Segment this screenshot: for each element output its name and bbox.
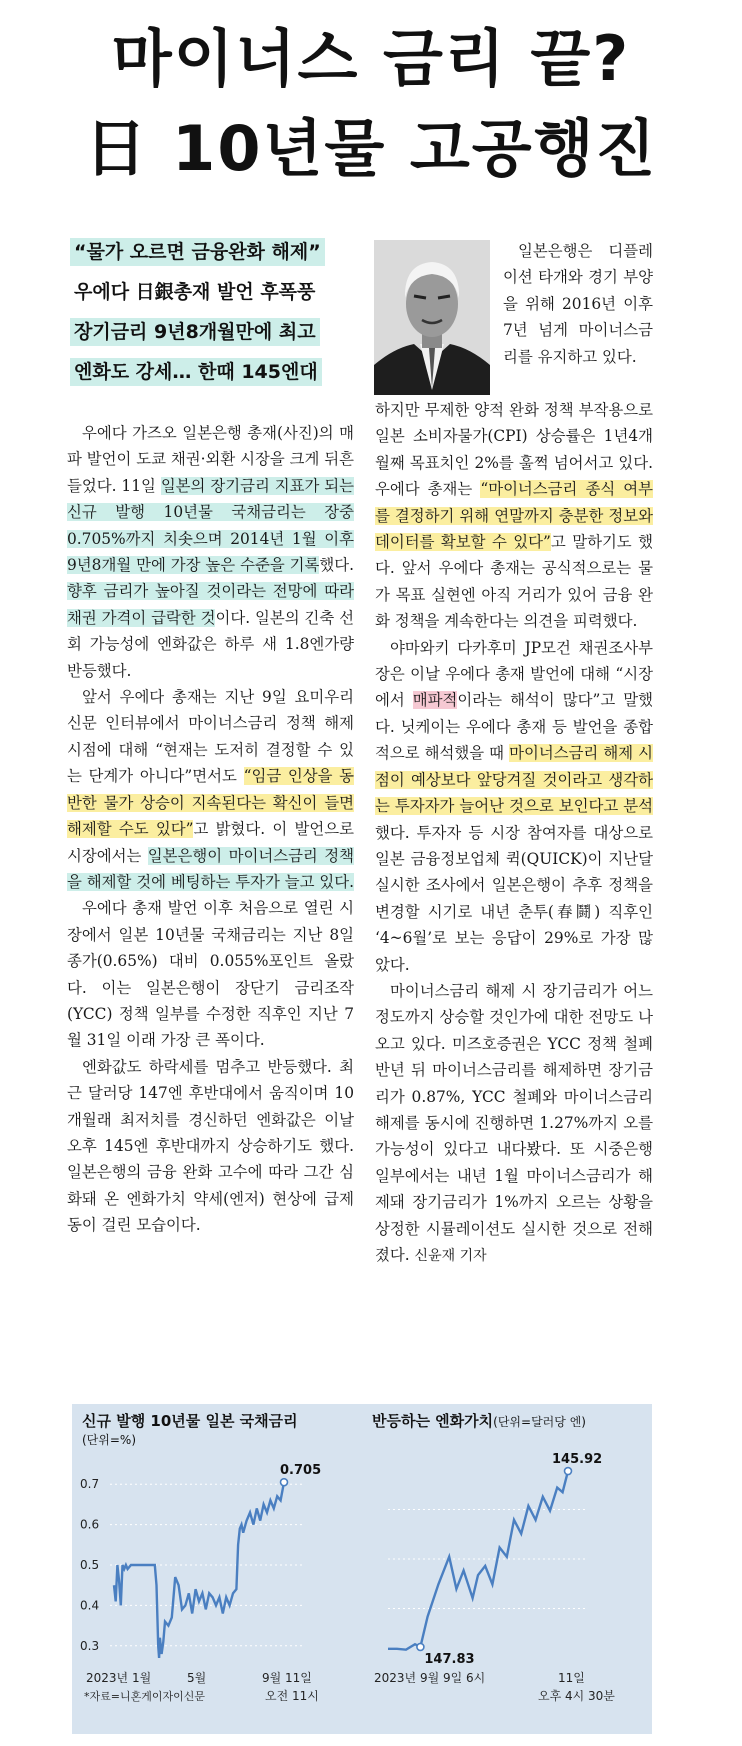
text-left-1c: 했다.	[319, 556, 354, 575]
highlight-left-1b: 일본의 장기금리 지표가 되는 신규 발행 10년물 국채금리는 장중 0.705%까지 치솟으며 2014년 1월 이후 9년8개월 만에 가장 높은 수준을 기록	[67, 476, 355, 575]
chart1-end-point	[281, 1479, 288, 1486]
text-right-2a: 야마와키 다카후미 JP모건 채권조사부장은 이날 우에다 총재 발언에 대해 “시장에서	[375, 638, 653, 710]
chart1-ytick-label: 0.6	[80, 1517, 100, 1532]
chart2-end-label: 145.92	[552, 1452, 603, 1468]
subhead-1	[70, 232, 370, 272]
chart1-ytick-label: 0.3	[80, 1638, 100, 1653]
chart-jgb-yield	[72, 1404, 362, 1734]
text-right-2c: 이라는 해석이 많다”고 말했다. 닛케이는 우에다 총재 등 발언을 종합적으로 해석했을 때	[375, 691, 653, 763]
paragraph-left-1	[67, 420, 354, 684]
subhead-4-text: 엔화도 강세… 한때 145엔대	[70, 358, 322, 386]
paragraph-left-4: 엔화값도 하락세를 멈추고 반등했다. 최근 달러당 147엔 후반대에서 움직이며 10개월래 최저치를 경신하던 엔화값은 이날 오후 145엔 후반대까지 상승하기도 했다. 일본은행의 금융 완화 고수에 따라 그간 심화돼 온 엔화가치 약세(엔저) 현상에 급제동이 걸린 모습이다.	[67, 1057, 354, 1235]
chart1-end-label: 0.705	[280, 1463, 322, 1479]
subhead-3-text: 장기금리 9년8개월만에 최고	[70, 318, 320, 346]
highlight-left-2d: 일본은행이 마이너스금리 정책을 해제할 것에 베팅하는 투자가 늘고 있다.	[67, 846, 354, 891]
chart1-source: *자료=니혼게이자이신문	[84, 1690, 205, 1703]
highlight-right-2d: 마이너스금리 해제 시점이 예상보다 앞당겨질 것이라고 생각하는 투자자가 늘어난 것으로 보인다고 분석	[375, 744, 653, 816]
chart1-series-line	[114, 1482, 284, 1658]
paragraph-right-1	[375, 397, 653, 635]
chart1-unit: (단위=%)	[82, 1433, 137, 1447]
article-right-top	[503, 238, 653, 370]
text-left-2c: 고 밝혔다. 이 발언으로 시장에서는	[67, 820, 354, 865]
text-left-1e: 이다. 일본의 긴축 선회 가능성에 엔화값은 하루 새 1.8엔가량 반등했다.	[67, 608, 354, 680]
chart-yen-value	[368, 1404, 652, 1734]
portrait-photo	[374, 240, 490, 395]
chart2-end-point	[565, 1468, 572, 1475]
byline: 신윤재 기자	[414, 1248, 487, 1264]
subhead-1-text: “물가 오르면 금융완화 해제”	[70, 238, 325, 266]
highlight-left-2b: “임금 인상을 동반한 물가 상승이 지속된다는 확신이 들면 해제할 수도 있다”	[67, 767, 355, 839]
paragraph-right-3	[375, 978, 653, 1269]
subhead-3	[70, 312, 370, 352]
paragraph-left-3: 우에다 총재 발언 이후 처음으로 열린 시장에서 일본 10년물 국채금리는 지난 8일 종가(0.65%) 대비 0.055%포인트 올랐다. 이는 일본은행이 장단기 금리조작(YCC) 정책 일부를 수정한 직후인 지난 7월 31일 이래 가장 큰 폭이다.	[67, 899, 354, 1050]
subhead-4	[70, 352, 370, 392]
subhead-2-text: 우에다 日銀총재 발언 후폭풍	[74, 281, 316, 303]
chart1-xtick-sub: 오전 11시	[265, 1689, 319, 1703]
chart1-ytick-label: 0.5	[80, 1558, 100, 1572]
portrait-photo-icon	[374, 240, 490, 395]
chart2-title	[372, 1412, 586, 1430]
chart2-title-text: 반등하는 엔화가치	[372, 1412, 494, 1430]
charts-panel	[72, 1404, 652, 1734]
paragraph-right-1a	[503, 238, 653, 370]
highlight-right-1b: “마이너스금리 종식 여부를 결정하기 위해 연말까지 충분한 정보와 데이터를 확보할 수 있다”	[375, 480, 653, 552]
paragraph-left-2	[67, 684, 354, 895]
headline-line1: 마이너스 금리 끝?	[111, 22, 631, 95]
text-right-1a: 하지만 무제한 양적 완화 정책 부작용으로 일본 소비자물가(CPI) 상승률은 1년4개월째 목표치인 2%를 훌쩍 넘어서고 있다. 우에다 총재는	[375, 401, 653, 499]
text-right-1c: 고 말하기도 했다. 앞서 우에다 총재는 공식적으로는 물가 목표 실현엔 아직 거리가 있어 금융 완화 정책을 계속한다는 의견을 피력했다.	[375, 533, 653, 631]
chart1-ytick-label: 0.4	[80, 1598, 100, 1613]
chart2-start-label: 147.83	[424, 1651, 475, 1667]
article-left-column	[67, 420, 354, 1239]
chart2-series-line	[388, 1471, 568, 1650]
subheads	[70, 232, 370, 392]
chart2-xtick-2: 11일	[558, 1671, 585, 1685]
chart2-xtick-1: 2023년 9월 9일 6시	[374, 1671, 486, 1685]
chart1-xtick-3: 9월 11일	[262, 1671, 312, 1685]
chart1-xtick-2: 5월	[187, 1671, 207, 1685]
chart2-unit: (단위=달러당 엔)	[493, 1415, 586, 1429]
highlight-right-2b: 매파적	[412, 691, 458, 710]
text-right-3: 마이너스금리 해제 시 장기금리가 어느 정도까지 상승할 것인가에 대한 전망도 나오고 있다. 미즈호증권은 YCC 정책 철폐 반년 뒤 마이너스금리를 해제하면 장기금리가 0.87%, YCC 철폐와 마이너스금리 해제를 동시에 진행하면 1.27%까지 오를 가능성이 있다고 내다봤다. 또 시중은행 일부에서는 내년 1월 마이너스금리가 해제돼 장기금리가 1%까지 오르는 상황을 상정한 시뮬레이션도 실시한 것으로 전해졌다.	[375, 981, 653, 1264]
paragraph-right-1a-text: 일본은행은 디플레이션 타개와 경기 부양을 위해 2016년 이후 7년 넘게 마이너스금리를 유지하고 있다.	[503, 242, 653, 366]
chart1-title: 신규 발행 10년물 일본 국채금리	[82, 1412, 298, 1430]
subhead-2	[70, 272, 370, 312]
paragraph-right-2	[375, 635, 653, 978]
chart2-start-point	[417, 1643, 424, 1650]
chart2-xtick-sub: 오후 4시 30분	[538, 1689, 615, 1703]
article-right-column	[375, 397, 653, 1269]
text-left-1a: 우에다 가즈오 일본은행 총재(사진)의 매파 발언이 도쿄 채권·외환 시장을 크게 뒤흔들었다. 11일	[67, 424, 354, 495]
text-left-2a: 앞서 우에다 총재는 지난 9일 요미우리신문 인터뷰에서 마이너스금리 정책 해제 시점에 대해 “현재는 도저히 결정할 수 있는 단계가 아니다”면서도	[67, 688, 354, 786]
text-right-2e: 했다. 투자자 등 시장 참여자를 대상으로 일본 금융정보업체 퀵(QUICK)이 지난달 실시한 조사에서 일본은행이 추후 정책을 변경할 시기로 내년 춘투(春鬪) 직후인 ‘4~6월’로 보는 응답이 29%로 가장 많았다.	[375, 823, 653, 974]
chart1-xtick-1: 2023년 1월	[86, 1671, 152, 1685]
highlight-left-1d: 향후 금리가 높아질 것이라는 전망에 따라 채권 가격이 급락한 것	[67, 582, 354, 627]
headline-line2: 日 10년물 고공행진	[84, 112, 658, 185]
chart1-ytick-label: 0.7	[80, 1477, 100, 1492]
